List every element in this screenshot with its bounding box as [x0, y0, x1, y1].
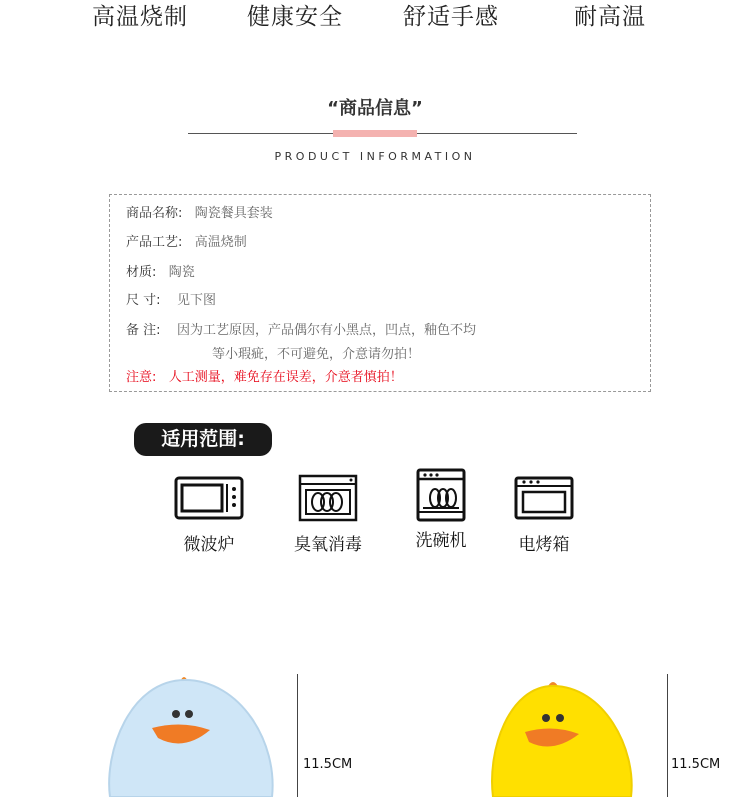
feature-comfortable-feel: 舒适手感: [403, 4, 499, 30]
info-label-size: 尺 寸:: [126, 293, 161, 308]
info-value-craft: 高温烧制: [194, 235, 247, 250]
title-accent-bar: [333, 130, 417, 137]
info-row-size: [126, 289, 216, 308]
info-value-name: 陶瓷餐具套装: [194, 206, 273, 221]
size-guide-line-1: [297, 674, 298, 797]
section-subtitle: PRODUCT INFORMATION: [274, 150, 476, 163]
appliance-ozone: [278, 474, 378, 555]
appliance-oven: [494, 474, 594, 555]
info-label-craft: 产品工艺:: [126, 235, 183, 250]
appliance-label-microwave: 微波炉: [183, 535, 235, 555]
info-remark-continued: 等小瑕疵，不可避免，介意请勿拍！: [212, 347, 421, 362]
info-row-material: [126, 261, 195, 280]
info-value-material: 陶瓷: [168, 265, 195, 280]
info-label-remark: 备 注:: [126, 323, 161, 338]
info-row-remark: [126, 319, 476, 338]
appliance-label-dishwasher: 洗碗机: [415, 531, 467, 551]
section-title: “商品信息”: [327, 98, 423, 119]
info-value-size: 见下图: [177, 293, 217, 308]
info-row-craft: [126, 231, 247, 250]
blue-duck-dish-image: [100, 672, 290, 797]
feature-healthy-safe: 健康安全: [247, 4, 343, 30]
feature-high-temp-firing: 高温烧制: [92, 4, 188, 30]
appliance-microwave: [159, 474, 259, 555]
microwave-icon: [174, 474, 244, 522]
info-value-notice: 人工测量，难免存在误差，介意者慎拍！: [168, 370, 403, 385]
scope-label: 适用范围:: [134, 423, 272, 456]
appliance-label-oven: 电烤箱: [518, 535, 570, 555]
info-value-remark: 因为工艺原因，产品偶尔有小黑点，凹点，釉色不均: [177, 323, 477, 338]
feature-heat-resistant: 耐高温: [574, 4, 646, 30]
dishwasher-icon: [415, 468, 467, 524]
info-row-notice: [126, 366, 403, 385]
size-guide-line-2: [667, 674, 668, 797]
oven-icon: [514, 474, 574, 522]
info-label-notice: 注意:: [126, 370, 157, 385]
ozone-sterilizer-icon: [297, 474, 359, 522]
size-label-2: 11.5CM: [671, 757, 721, 772]
appliance-label-ozone: 臭氧消毒: [294, 535, 362, 555]
yellow-duck-dish-image: [485, 678, 640, 797]
info-row-name: [126, 202, 273, 221]
size-label-1: 11.5CM: [303, 757, 353, 772]
appliance-dishwasher: [391, 474, 491, 551]
info-label-name: 商品名称:: [126, 206, 183, 221]
info-label-material: 材质:: [126, 265, 157, 280]
